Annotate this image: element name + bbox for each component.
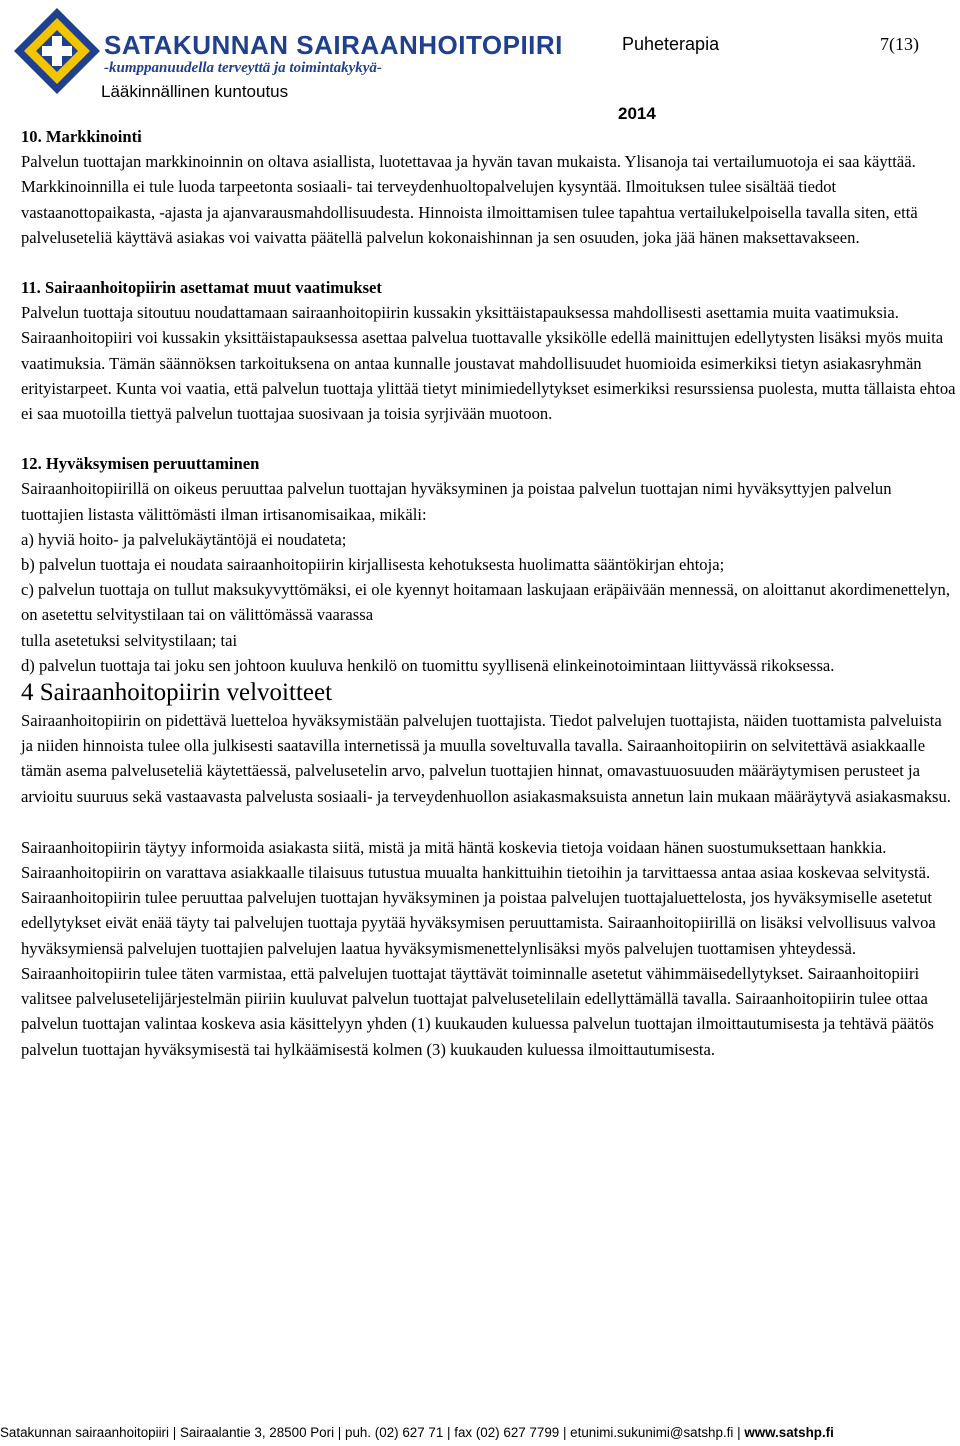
department-name: Lääkinnällinen kuntoutus (101, 82, 289, 101)
logo-emblem (12, 6, 102, 96)
footer-separator: | (447, 1425, 451, 1440)
document-year: 2014 (618, 104, 656, 123)
section-hyvaksymisen-peruuttaminen (21, 451, 957, 678)
chapter-heading: 4 Sairaanhoitopiirin velvoitteet (21, 679, 333, 707)
section-heading: 10. Markkinointi (21, 127, 142, 146)
chapter-paragraph: Sairaanhoitopiirin täytyy informoida asiakasta siitä, mistä ja mitä häntä koskevia tietoja voidaan hänen suostumuksettaan hankkia. Sairaanhoitopiirin on varattava asiakkaalle tilaisuus tutustua muualta hankittuihin tietoihin ja tarvittaessa antaa asiaa koskevaa selvitystä. (21, 837, 931, 883)
footer-phone: puh. (02) 627 71 (345, 1425, 444, 1440)
list-item-c-cont: tulla asetetuksi selvitystilaan; tai (21, 630, 238, 650)
footer-separator: | (562, 1425, 567, 1440)
footer-separator: | (172, 1425, 177, 1440)
section-text: Palvelun tuottaja sitoutuu noudattamaan sairaanhoitopiirin kussakin yksittäistapauksessa mahdollisesti asettamia muita vaatimuksia. Sairaanhoitopiiri voi kussakin yksittäistapauksessa asettaa palvelua tuottavalle yksikölle edellä mainittujen edellytysten lisäksi myös muita vaatimuksia. Tämän säännöksen tarkoituksena on antaa kunnalle joustavat mahdollisuudet huomioida esimerkiksi tietyn asiakasryhmän erityistarpeet. Kunta voi vaatia, että palvelun tuottaja ylittää tietyt minimiedellytykset esimerkiksi resurssiensa puolesta, mutta tällaista ehtoa ei saa muotoilla tiettyä palvelun tuottajaa suosivaan ja toisia syrjivään muotoon. (21, 303, 956, 424)
section-heading: 11. Sairaanhoitopiirin asettamat muut vaatimukset (21, 278, 382, 298)
section-heading: 12. Hyväksymisen peruuttaminen (21, 454, 260, 474)
list-item-d: d) palvelun tuottaja tai joku sen johtoon kuuluva henkilö on tuomittu syyllisenä elinkeinotoimintaan liittyvässä rikoksessa. (21, 655, 835, 675)
document-body (21, 124, 957, 1062)
page-number: 7(13) (880, 34, 919, 54)
list-item-c: c) palvelun tuottaja on tullut maksukyvyttömäksi, ei ole kyennyt hoitamaan laskujaan eräpäivään mennessä, on aloittanut akordimenettelyn, on asetettu selvitystilaan tai on välittömässä vaarassa (21, 580, 950, 625)
org-name: SATAKUNNAN SAIRAANHOITOPIIRI (104, 30, 563, 60)
footer-fax: fax (02) 627 7799 (454, 1425, 560, 1440)
list-item-a: a) hyviä hoito- ja palvelukäytäntöjä ei noudateta; (21, 529, 347, 549)
section-muut-vaatimukset (21, 275, 957, 426)
chapter-paragraph: Sairaanhoitopiirin tulee peruuttaa palvelujen tuottajan hyväksyminen ja poistaa palvelujen tuottajaluettelosta, jos hyväksymiselle asetetut edellytykset eivät enää täyty tai palvelujen tuottaja pyytää hyväksymisen peruuttamista. Sairaanhoitopiirillä on lisäksi velvollisuus valvoa hyväksymiensä palvelujen tuottajien palvelujen laatua hyväksymismenettelynlisäksi myös palvelujen tuottamisen yhteydessä. Sairaanhoitopiirin tulee täten varmistaa, että palvelujen tuottajat täyttävät toiminnalle asetetut vähimmäisedellytykset. Sairaanhoitopiiri valitsee palvelusetelijärjestelmän piiriin kuuluvat palvelun tuottajat palvelusetelilain edellyttämällä tavalla. Sairaanhoitopiirin tulee ottaa palvelun tuottajan valintaa koskeva asia käsittelyyn yhden (1) kuukauden kuluessa palvelun tuottajan ilmoittautumisesta ja tehtävä päätös palvelun tuottajan hyväksymisestä tai hylkäämisestä kolmen (3) kuukauden kuluessa ilmoittautumisesta. (21, 888, 936, 1059)
slogan: -kumppanuudella terveyttä ja toimintakykyä- (104, 60, 382, 76)
section-markkinointi (21, 124, 957, 250)
footer-separator: | (737, 1425, 741, 1440)
page-footer (0, 1424, 960, 1442)
chapter-paragraph: Sairaanhoitopiirin on pidettävä luetteloa hyväksymistään palvelujen tuottajista. Tiedot palvelujen tuottajista, näiden tuottamista palveluista ja niiden hinnoista tulee olla julkisesti saatavilla internetissä ja muulla soveltuvalla tavalla. Sairaanhoitopiirin on selvitettävä asiakkaalle tämän asema palveluseteliä käytettäessä, palvelusetelin arvo, palvelun tuottajien hinnat, omavastuuosuuden määräytymisen perusteet ja arvioitu suuruus sekä vastaavasta palvelusta sosiaali- ja terveydenhuollon asiakasmaksuista annetun lain mukaan määräytyvä asiakasmaksu. (21, 711, 951, 806)
document-title: Puheterapia (622, 34, 720, 54)
footer-address: Sairaalantie 3, 28500 Pori (179, 1425, 335, 1440)
footer-org: Satakunnan sairaanhoitopiiri (0, 1425, 169, 1440)
footer-separator: | (337, 1425, 342, 1440)
footer-website-link[interactable]: www.satshp.fi (744, 1425, 834, 1440)
section-intro: Sairaanhoitopiirillä on oikeus peruuttaa palvelun tuottajan hyväksyminen ja poistaa palvelun tuottajan nimi hyväksyttyjen palvelun tuottajien listasta välittömästi ilman irtisanomisaikaa, mikäli: (21, 479, 892, 524)
footer-email[interactable]: etunimi.sukunimi@satshp.fi (570, 1425, 734, 1440)
list-item-b: b) palvelun tuottaja ei noudata sairaanhoitopiirin kirjallisesta kehotuksesta huolimatta sääntökirjan ehtoja; (21, 555, 725, 575)
section-text: Palvelun tuottajan markkinoinnin on oltava asiallista, luotettavaa ja hyvän tavan mukaista. Ylisanoja tai vertailumuotoja ei saa käyttää. Markkinoinnilla ei tule luoda tarpeetonta sosiaali- tai terveydenhuoltopalvelujen kysyntää. Ilmoituksen tulee sisältää tiedot vastaanottopaikasta, -ajasta ja ajanvarausmahdollisuudesta. Hinnoista ilmoittamisen tulee tapahtua vertailukelpoisella tavalla siten, että palveluseteliä käyttävä asiakas voi vaivatta päätellä palvelun kokonaishinnan ja sen osuuden, joka jää hänen maksettavakseen. (21, 152, 918, 247)
